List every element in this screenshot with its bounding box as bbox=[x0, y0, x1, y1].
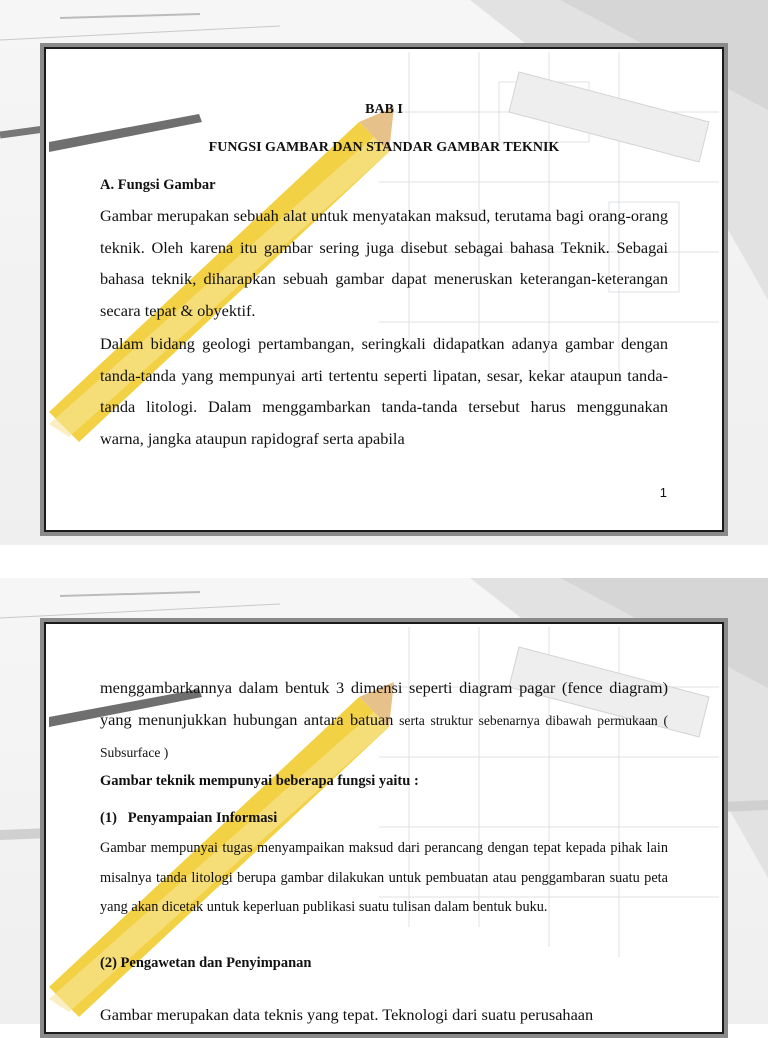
paragraph-2: Dalam bidang geologi pertambangan, seringkali didapatkan adanya gambar dengan tanda-tanda yang mempunyai arti tertentu seperti lipatan, sesar, kekar ataupun tanda-tanda litologi. Dalam menggambarkan tanda-tanda tersebut harus menggunakan warna, jangka ataupun rapidograf serta apabila bbox=[100, 334, 668, 448]
function-1-text: Gambar mempunyai tugas menyampaikan maksud dari perancang dengan tepat kepada pihak lain misalnya tanda litologi berupa gambar dilakukan untuk pembuatan atau penggambaran suatu peta yang akan dicetak untuk keperluan publikasi suatu tulisan dalam bentuk buku. bbox=[100, 840, 668, 916]
paragraph-1: Gambar merupakan sebuah alat untuk menyatakan maksud, terutama bagi orang-orang teknik. Oleh karena itu gambar sering juga disebut sebagai bahasa Teknik. Sebagai bahasa teknik, diharapkan sebuah gambar dapat meneruskan keterangan-keterangan secara tepat & obyektif. bbox=[100, 206, 668, 320]
document-page-2 bbox=[40, 618, 728, 1038]
continued-paragraph bbox=[100, 672, 668, 769]
function-2-heading: (2) Pengawetan dan Penyimpanan bbox=[100, 955, 312, 971]
chapter-label: BAB I bbox=[365, 102, 403, 117]
functions-heading: Gambar teknik mempunyai beberapa fungsi yaitu : bbox=[100, 773, 419, 789]
continued-paragraph-tail: serta struktur sebenarnya dibawah permukaan ( Subsurface ) bbox=[100, 712, 668, 760]
continued-paragraph-main: menggambarkannya dalam bentuk 3 dimensi seperti diagram pagar (fence diagram) yang menunjukkan hubungan antara batuan bbox=[100, 678, 668, 729]
chapter-title: FUNGSI GAMBAR DAN STANDAR GAMBAR TEKNIK bbox=[208, 140, 560, 155]
page-2-text bbox=[100, 627, 668, 1029]
page-number: 1 bbox=[659, 485, 667, 500]
function-1-heading: (1) Penyampaian Informasi bbox=[100, 810, 278, 826]
document-page-1 bbox=[40, 43, 728, 536]
page-1-content-area bbox=[49, 52, 719, 527]
section-heading: A. Fungsi Gambar bbox=[100, 177, 216, 193]
page-2-content-area bbox=[49, 627, 719, 1029]
function-2-text: Gambar merupakan data teknis yang tepat. Teknologi dari suatu perusahaan bbox=[100, 1005, 594, 1024]
page-1-text bbox=[100, 52, 668, 527]
